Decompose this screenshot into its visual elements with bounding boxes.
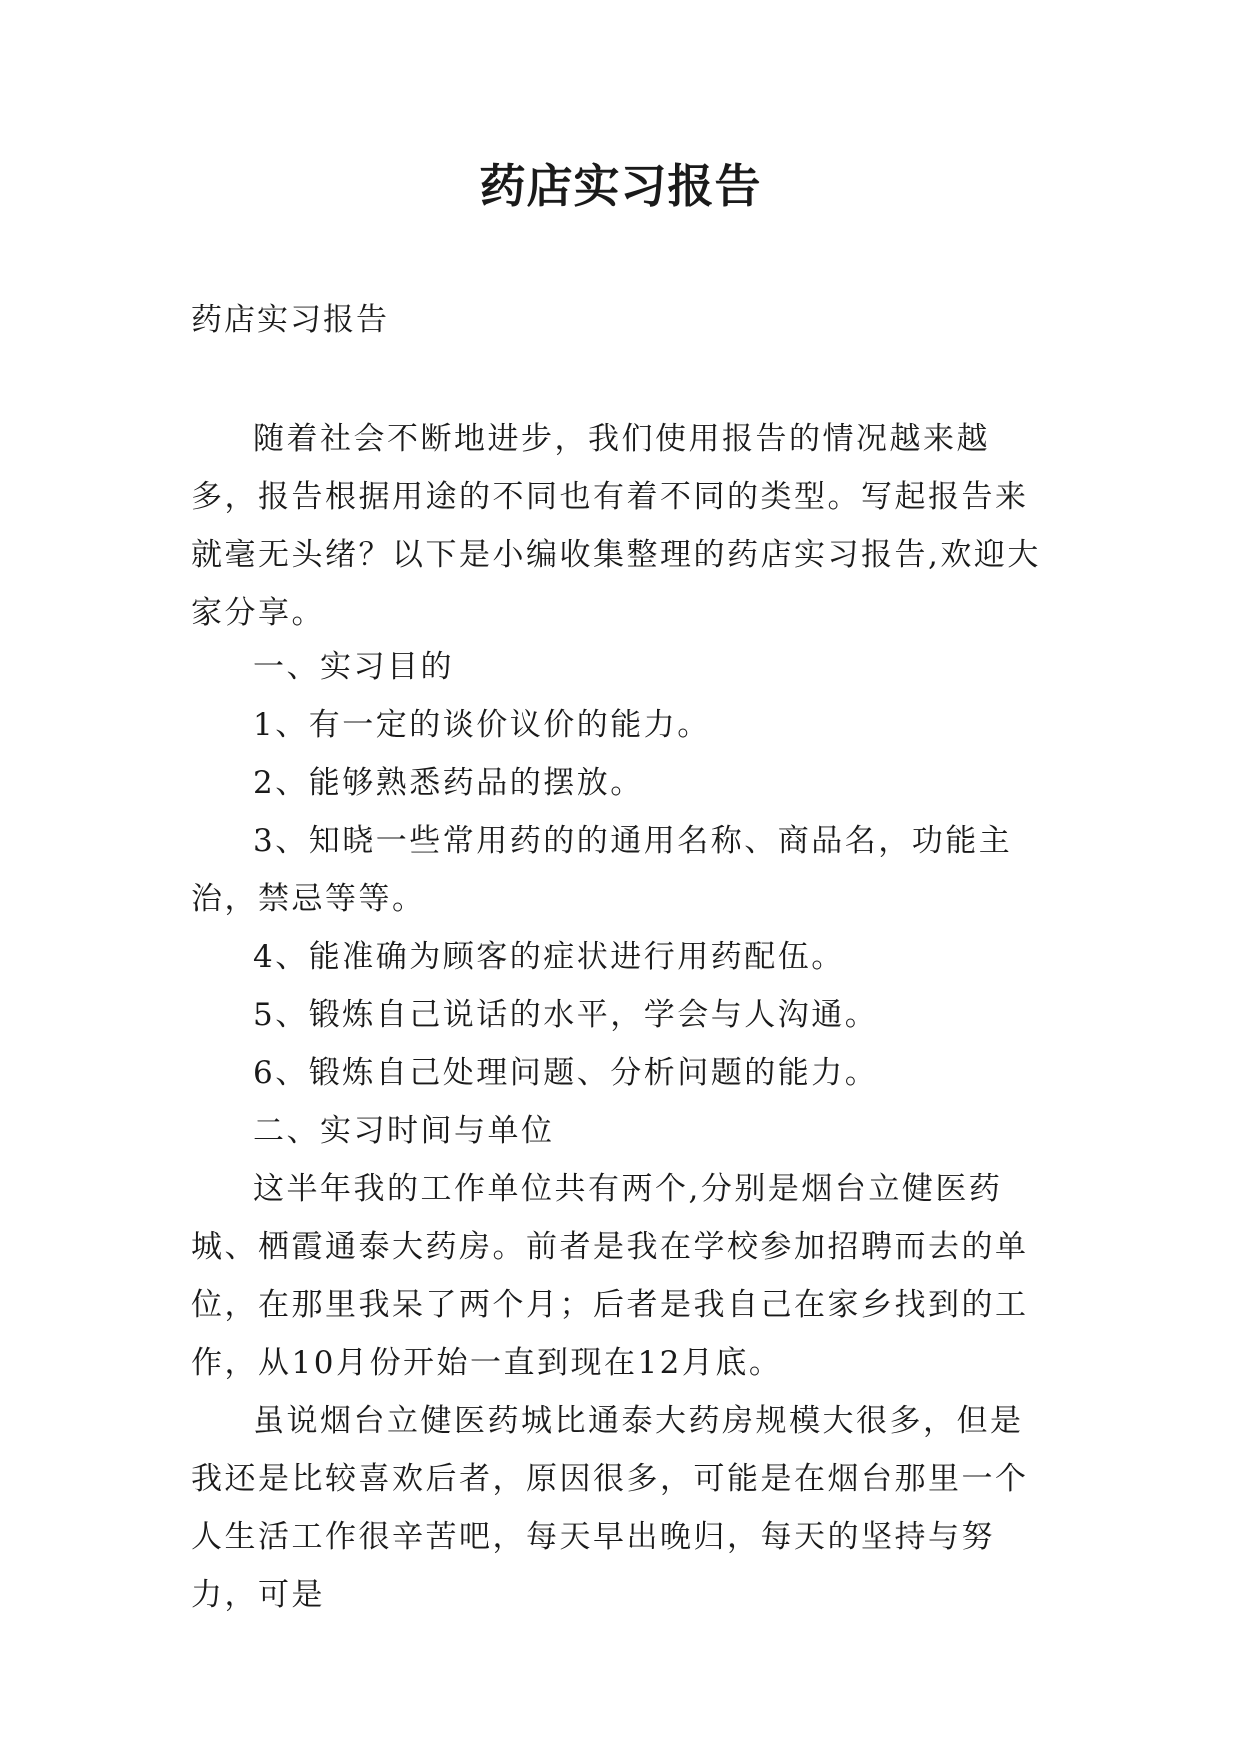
intro-block [191,410,1053,642]
list-item: 5、锻炼自己说话的水平，学会与人沟通。 [253,997,879,1033]
list-item: 6、锻炼自己处理问题、分析问题的能力。 [253,1055,879,1091]
heading-time-unit: 二、实习时间与单位 [253,1113,555,1149]
intro-paragraph: 随着社会不断地进步，我们使用报告的情况越来越多，报告根据用途的不同也有着不同的类型。写起报告来就毫无头绪？以下是小编收集整理的药店实习报告,欢迎大家分享。 [191,421,1041,631]
list-item: 2、能够熟悉药品的摆放。 [253,765,644,801]
document-title: 药店实习报告 [479,159,762,213]
heading-purpose: 一、实习目的 [253,649,454,685]
list-item: 3、知晓一些常用药的的通用名称、商品名，功能主治，禁忌等等。 [191,823,1013,917]
body-paragraph: 虽说烟台立健医药城比通泰大药房规模大很多，但是我还是比较喜欢后者，原因很多，可能是在烟台那里一个人生活工作很辛苦吧，每天早出晚归，每天的坚持与努力，可是 [191,1403,1029,1613]
body-paragraph: 这半年我的工作单位共有两个,分别是烟台立健医药城、栖霞通泰大药房。前者是我在学校参加招聘而去的单位，在那里我呆了两个月；后者是我自己在家乡找到的工作，从10月份开始一直到现在12月底。 [191,1171,1029,1381]
document-subtitle: 药店实习报告 [191,302,389,338]
list-item: 4、能准确为顾客的症状进行用药配伍。 [253,939,845,975]
main-body [191,638,1053,1624]
list-item: 1、有一定的谈价议价的能力。 [253,707,711,743]
